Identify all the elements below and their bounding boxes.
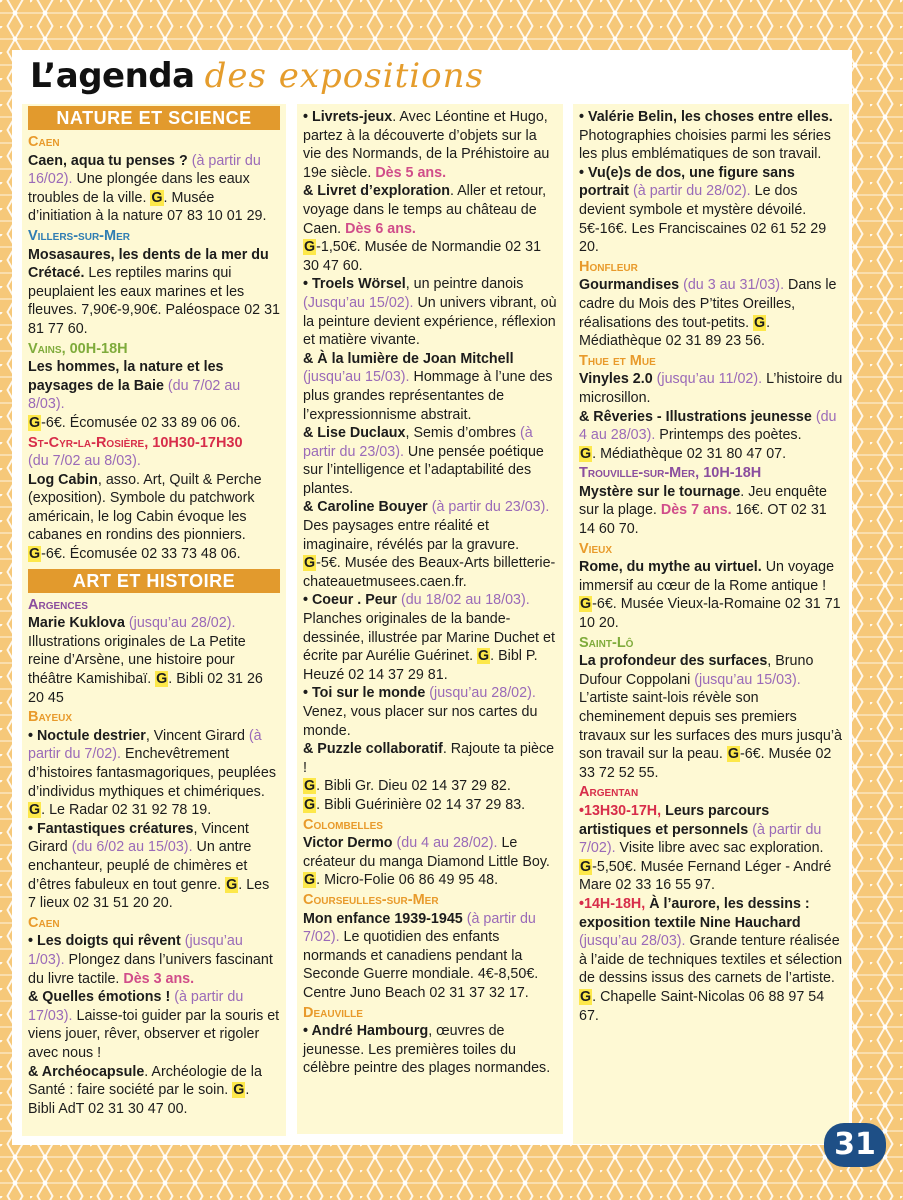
event-vues-de-dos: • Vu(e)s de dos, une figure sans portrait (à partir du 28/02). Le dos devient symbole et mystère dévoilé. 5€-16€. Les Franciscaines 02 61 52 29 20. xyxy=(579,164,827,256)
title-main: L’agenda xyxy=(30,56,195,96)
location-honfleur: Honfleur xyxy=(579,258,638,275)
location-colombelles: Colombelles xyxy=(303,816,383,833)
event-noctule: • Noctule destrier, Vincent Girard (à partir du 7/02). Enchevêtrement d’histoires fantasmagoriques, peuplées d’individus mythiques et chimériques. G. Le Radar 02 31 92 78 19. xyxy=(28,727,276,819)
event-valerie-belin: • Valérie Belin, les choses entre elles. Photographies choisies parmi les séries les plus emblématiques de son travail. xyxy=(579,109,833,163)
event-profondeur-surfaces: La profondeur des surfaces, Bruno Dufour Coppolani (jusqu’au 15/03). L’artiste saint-lois révèle son cheminement depuis ses premiers travaux sur les surfaces des murs jusqu’à son travail sur la peau. G-6€. Musée 02 33 72 52 55. xyxy=(579,653,843,781)
location-argentan: Argentan xyxy=(579,784,639,801)
location-vieux: Vieux xyxy=(579,540,613,557)
location-caen-2: Caen xyxy=(28,914,60,931)
section-art-histoire: ART ET HISTOIRE xyxy=(28,569,280,593)
gratuit-icon: G xyxy=(151,189,163,206)
event-caen-aqua: Caen, aqua tu penses ? (à partir du 16/02). Une plongée dans les eaux troubles de la ville. G. Musée d’initiation à la nature 07 83 10 01 29. xyxy=(28,152,267,225)
column-2 xyxy=(297,104,563,1134)
location-stcyr: St-Cyr-la-Rosière, 10H30-17H30 xyxy=(28,434,243,451)
event-mon-enfance: Mon enfance 1939-1945 (à partir du 7/02). Le quotidien des enfants normands et canadiens pendant la Seconde Guerre mondiale. 4€-8,50€. Centre Juno Beach 02 31 37 32 17. xyxy=(303,910,539,1001)
event-mystere-tournage: Mystère sur le tournage. Jeu enquête sur la plage. Dès 7 ans. 16€. OT 02 31 14 60 70. xyxy=(579,483,827,538)
location-trouville: Trouville-sur-Mer, 10H-18H xyxy=(579,465,762,482)
page-number-badge: 31 xyxy=(824,1123,886,1167)
gratuit-icon: G xyxy=(580,988,592,1005)
gratuit-icon: G xyxy=(304,239,316,256)
event-aurore: •14H-18H, À l’aurore, les dessins : exposition textile Nine Hauchard (jusqu’au 28/03). Grande tenture réalisée à l’aide de techniques textiles et sélection de dessins issus des carnets de l’artiste. G. Chapelle Saint-Nicolas 06 88 97 54 67. xyxy=(579,895,843,1024)
event-caroline-bouyer: & Caroline Bouyer (à partir du 23/03). Des paysages entre réalité et imaginaire, révélés par la gravure. G-5€. Musée des Beaux-Arts billetterie-chateauetmusees.caen.fr. xyxy=(303,499,556,590)
event-livrets-jeux: • Livrets-jeux. Avec Léontine et Hugo, partez à la découverte d’objets sur la vie des Normands, de la Préhistoire au 19e siècle. Dès 5 ans. xyxy=(303,109,550,181)
location-saint-lo: Saint-Lô xyxy=(579,634,634,651)
location-courseulles: Courseulles-sur-Mer xyxy=(303,891,439,908)
event-puzzle: & Puzzle collaboratif. Rajoute ta pièce ! G. Bibli Gr. Dieu 02 14 37 29 82. G. Bibli Guérinière 02 14 37 29 83. xyxy=(303,741,555,813)
event-troels-worsel: • Troels Wörsel, un peintre danois (Jusqu’au 15/02). Un univers vibrant, où la peinture devient expérience, réflexion et matière vivante. xyxy=(303,276,557,349)
gratuit-icon: G xyxy=(304,778,316,795)
gratuit-icon: G xyxy=(233,1082,245,1099)
location-vains: Vains, 00H-18H xyxy=(28,340,128,357)
event-joan-mitchell: & À la lumière de Joan Mitchell (jusqu’au 15/03). Hommage à l’une des plus grandes représentantes de l’expressionnisme abstrait. xyxy=(303,350,553,423)
event-log-cabin: (du 7/02 au 8/03). Log Cabin, asso. Art, Quilt & Perche (exposition). Symbole du patchwork américain, le log Cabin évoque les cabanes en rondins des pionniers. G-6€. Écomusée 02 33 73 48 06. xyxy=(28,453,262,563)
gratuit-icon: G xyxy=(29,414,41,431)
gratuit-icon: G xyxy=(156,671,168,688)
event-lise-duclaux: & Lise Duclaux, Semis d’ombres (à partir du 23/03). Une pensée poétique sur l’intelligence et l’adaptabilité des plantes. xyxy=(303,425,544,497)
event-rome: Rome, du mythe au virtuel. Un voyage immersif au cœur de la Rome antique ! G-6€. Musée Vieux-la-Romaine 02 31 71 10 20. xyxy=(579,559,841,632)
event-fantastiques: • Fantastiques créatures, Vincent Girard (du 6/02 au 15/03). Un antre enchanteur, peuplé de chimères et d’êtres fabuleux en tout genre. G. Les 7 lieux 02 31 51 20 20. xyxy=(28,820,270,912)
gratuit-icon: G xyxy=(304,872,316,889)
gratuit-icon: G xyxy=(304,796,316,813)
section-nature-science: NATURE ET SCIENCE xyxy=(28,106,280,130)
event-coeur-peur: • Coeur . Peur (du 18/02 au 18/03). Planches originales de la bande-dessinée, illustrée par Marine Duchet et écrite par Aurélie Guérinet. G. Bibl P. Heuzé 02 14 37 29 81. xyxy=(303,592,555,683)
event-vinyles: Vinyles 2.0 (jusqu’au 11/02). L’histoire du microsillon. xyxy=(579,371,843,406)
event-kuklova: Marie Kuklova (jusqu’au 28/02). Illustrations originales de La Petite reine d’Arsène, une histoire pour théâtre Kamishibaï. G. Bibli 02 31 26 20 45 xyxy=(28,615,263,706)
page-title xyxy=(30,56,484,100)
gratuit-icon: G xyxy=(754,314,766,331)
location-bayeux: Bayeux xyxy=(28,709,73,726)
gratuit-icon: G xyxy=(304,555,316,572)
event-livret-exploration: & Livret d’exploration. Aller et retour, voyage dans le temps au château de Caen. Dès 6 ans. G-1,50€. Musée de Normandie 02 31 30 47 60. xyxy=(303,183,547,274)
location-thue-et-mue: Thue et Mue xyxy=(579,352,656,369)
gratuit-icon: G xyxy=(29,802,41,819)
location-villers: Villers-sur-Mer xyxy=(28,227,130,244)
event-quelles-emotions: & Quelles émotions ! (à partir du 17/03). Laisse-toi guider par la souris et viens jouer, rêver, observer et rigoler avec nous ! xyxy=(28,989,280,1061)
gratuit-icon: G xyxy=(580,858,592,875)
event-archeocapsule: & Archéocapsule. Archéologie de la Santé : faire société par le soin. G. Bibli AdT 02 31 30 47 00. xyxy=(28,1063,262,1117)
event-victor-dermo: Victor Dermo (du 4 au 28/02). Le créateur du manga Diamond Little Boy. G. Micro-Folie 06 86 49 95 48. xyxy=(303,835,550,889)
column-3 xyxy=(573,104,849,1144)
gratuit-icon: G xyxy=(226,876,238,893)
location-argences: Argences xyxy=(28,596,88,613)
event-doigts-revent: • Les doigts qui rêvent (jusqu’au 1/03). Plongez dans l’univers fascinant du livre tactile. Dès 3 ans. xyxy=(28,933,273,987)
title-script: des expositions xyxy=(204,56,484,96)
location-deauville: Deauville xyxy=(303,1004,363,1021)
gratuit-icon: G xyxy=(580,445,592,462)
gratuit-icon: G xyxy=(727,746,739,763)
column-1 xyxy=(22,104,286,1136)
event-reveries: & Rêveries - Illustrations jeunesse (du 4 au 28/03). Printemps des poètes. G. Médiathèque 02 31 80 47 07. xyxy=(579,408,837,462)
gratuit-icon: G xyxy=(478,648,490,665)
event-toi-sur-le-monde: • Toi sur le monde (jusqu’au 28/02). Venez, vous placer sur nos cartes du monde. xyxy=(303,685,538,739)
event-leurs-parcours: •13H30-17H, Leurs parcours artistiques et personnels (à partir du 7/02). Visite libre avec sac exploration. G-5,50€. Musée Fernand Léger - André Mare 02 33 16 55 97. xyxy=(579,802,832,894)
gratuit-icon: G xyxy=(580,596,592,613)
event-mosasaures: Mosasaures, les dents de la mer du Crétacé. Les reptiles marins qui peuplaient les eaux marines et les fleuves. 7,90€-9,90€. Paléospace 02 31 81 77 60. xyxy=(28,246,280,337)
event-hommes-nature: Les hommes, la nature et les paysages de la Baie (du 7/02 au 8/03). G-6€. Écomusée 02 33 89 06 06. xyxy=(28,359,241,431)
event-andre-hambourg: • André Hambourg, œuvres de jeunesse. Les premières toiles du célèbre peintre des plages normandes. xyxy=(303,1023,551,1077)
gratuit-icon: G xyxy=(29,546,41,563)
event-gourmandises: Gourmandises (du 3 au 31/03). Dans le cadre du Mois des P’tites Oreilles, réalisations des tout-petits. G. Médiathèque 02 31 89 23 56. xyxy=(579,277,837,350)
location-caen: Caen xyxy=(28,134,60,150)
